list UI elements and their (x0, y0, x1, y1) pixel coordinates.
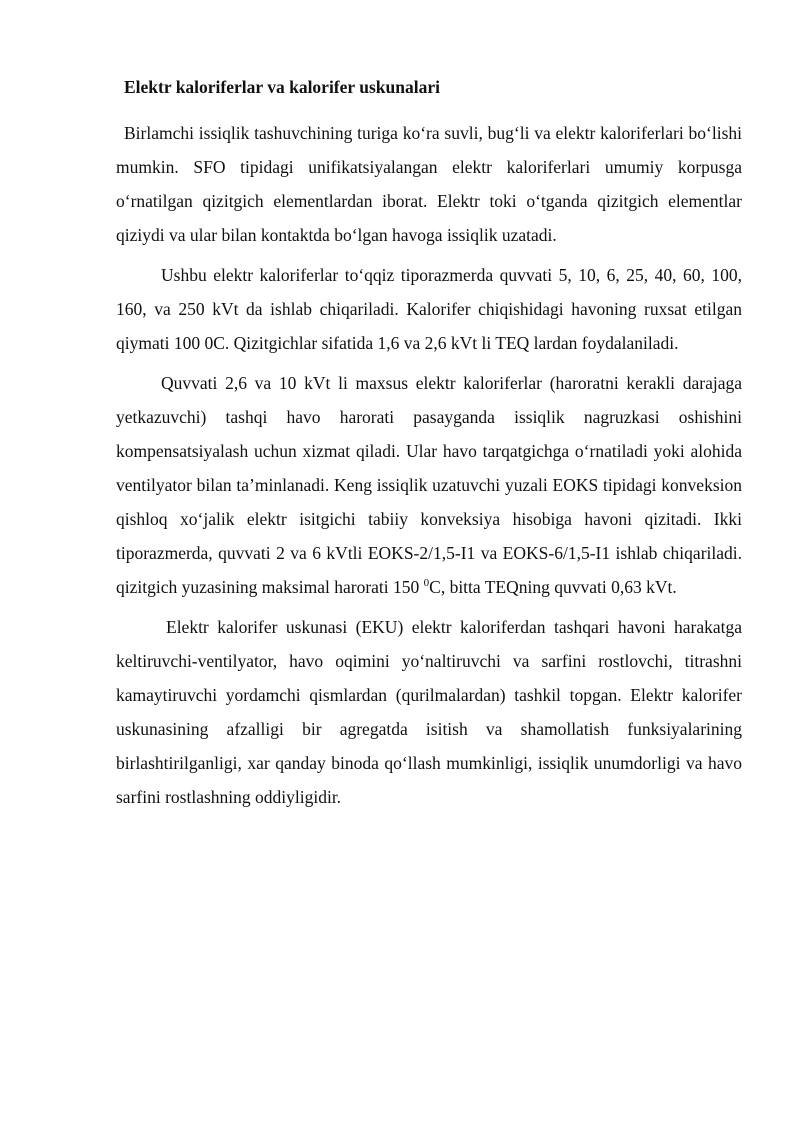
degree-superscript: 0 (423, 577, 430, 589)
paragraph-1: Birlamchi issiqlik tashuvchining turiga koʻra suvli, bugʻli va elektr kaloriferlari boʻlishi mumkin. SFO tipidagi unifikatsiyalangan elektr kaloriferlari umumiy korpusga oʻrnatilgan qizitgich elementlardan iborat. Elektr toki oʻtganda qizitgich elementlar qiziydi va ular bilan kontaktda boʻlgan havoga issiqlik uzatadi. (116, 123, 742, 245)
paragraph-2: Ushbu elektr kaloriferlar toʻqqiz tiporazmerda quvvati 5, 10, 6, 25, 40, 60, 100, 160, va 250 kVt da ishlab chiqariladi. Kalorifer chiqishidagi havoning ruxsat etilgan qiymati 100 0C. Qizitgichlar sifatida 1,6 va 2,6 kVt li TEQ lardan foydalaniladi. (116, 265, 742, 353)
document-body (116, 116, 742, 814)
paragraph-3-text-after-sup: C, bitta TEQning quvvati 0,63 kVt. (429, 577, 677, 597)
paragraph-4: Elektr kalorifer uskunasi (EKU) elektr kaloriferdan tashqari havoni harakatga keltiruvchi-ventilyator, havo oqimini yoʻnaltiruvchi va sarfini rostlovchi, titrashni kamaytiruvchi yordamchi qismlardan (qurilmalardan) tashkil topgan. Elektr kalorifer uskunasining afzalligi bir agregatda isitish va shamollatish funksiyalarining birlashtirilganligi, xar qanday binoda qoʻllash mumkinligi, issiqlik unumdorligi va havo sarfini rostlashning oddiyligidir. (116, 617, 742, 807)
paragraph-3 (116, 366, 742, 604)
document-title: Elektr kaloriferlar va kalorifer uskunalari (124, 77, 440, 97)
paragraph-3-text-before-sup: Quvvati 2,6 va 10 kVt li maxsus elektr kaloriferlar (haroratni kerakli darajaga yetkazuvchi) tashqi havo harorati pasayganda issiqlik nagruzkasi oshishini kompensatsiyalash uchun xizmat qiladi. Ular havo tarqatgichga oʻrnatiladi yoki alohida ventilyator bilan ta’minlanadi. Keng issiqlik uzatuvchi yuzali EOKS tipidagi konveksion qishloq xoʻjalik elektr isitgichi tabiiy konveksiya hisobiga havoni qizitadi. Ikki tiporazmerda, quvvati 2 va 6 kVtli EOKS-2/1,5-I1 va EOKS-6/1,5-I1 ishlab chiqariladi. qizitgich yuzasining maksimal harorati 150 (116, 373, 742, 597)
